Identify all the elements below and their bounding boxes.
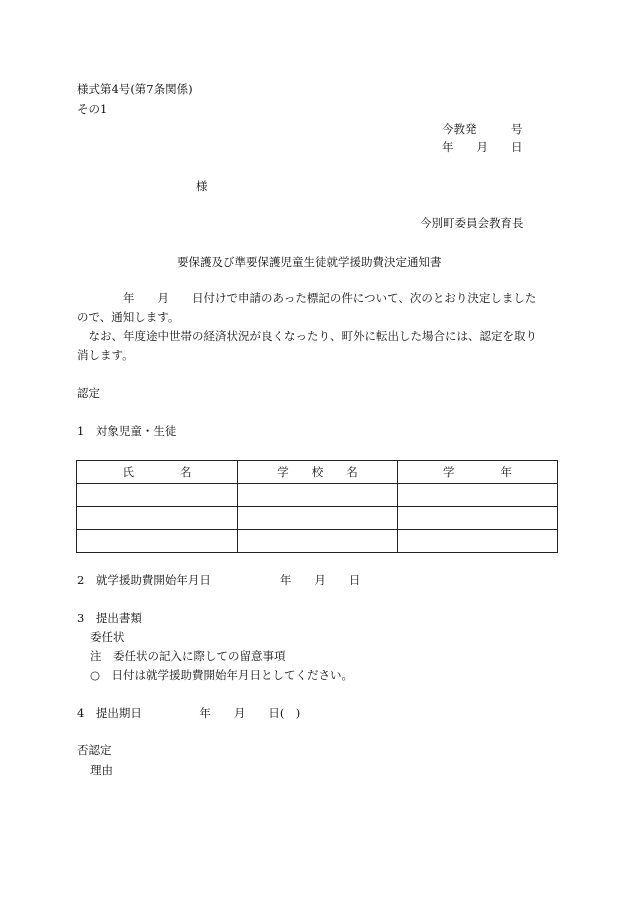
table-row bbox=[77, 507, 558, 530]
students-table bbox=[76, 460, 558, 553]
rejection-reason-label: 理由 bbox=[90, 763, 113, 777]
table-cell[interactable] bbox=[77, 507, 238, 530]
addressee: 様 bbox=[196, 179, 208, 193]
section-3-title: 3 提出書類 bbox=[77, 611, 142, 625]
table-cell[interactable] bbox=[238, 530, 398, 553]
column-header-school: 学 校 名 bbox=[238, 461, 398, 484]
column-header-grade: 学 年 bbox=[398, 461, 558, 484]
approval-heading: 認定 bbox=[77, 386, 100, 400]
body-paragraph-2-line-2: 消します。 bbox=[77, 348, 134, 362]
section-3-bullet: ○ 日付は就学援助費開始年月日としてください。 bbox=[90, 668, 354, 682]
table-cell[interactable] bbox=[398, 484, 558, 507]
table-cell[interactable] bbox=[77, 484, 238, 507]
body-paragraph-1-line-2: ので、通知します。 bbox=[77, 310, 180, 324]
section-3-note: 注 委任状の記入に際しての留意事項 bbox=[90, 649, 286, 663]
table-cell[interactable] bbox=[238, 484, 398, 507]
section-2-start-date: 2 就学援助費開始年月日 年 月 日 bbox=[77, 573, 361, 587]
table-header-row bbox=[77, 461, 558, 484]
sender: 今別町委員会教育長 bbox=[420, 216, 524, 230]
issue-date: 年 月 日 bbox=[442, 140, 523, 154]
body-paragraph-2-line-1: なお、年度途中世帯の経済状況が良くなったり、町外に転出した場合には、認定を取り bbox=[77, 329, 537, 343]
document-title: 要保護及び準要保護児童生徒就学援助費決定通知書 bbox=[177, 255, 442, 269]
section-1-title: 1 対象児童・生徒 bbox=[77, 424, 177, 438]
document-number: 今教発 号 bbox=[442, 122, 523, 136]
table-cell[interactable] bbox=[77, 530, 238, 553]
body-paragraph-1-line-1: 年 月 日付けで申請のあった標記の件について、次のとおり決定しました bbox=[77, 291, 537, 305]
table-cell[interactable] bbox=[398, 530, 558, 553]
section-3-item: 委任状 bbox=[90, 630, 125, 644]
sub-number: その1 bbox=[77, 102, 108, 116]
table-row bbox=[77, 484, 558, 507]
rejection-heading: 否認定 bbox=[77, 743, 112, 757]
column-header-name: 氏 名 bbox=[77, 461, 238, 484]
table-cell[interactable] bbox=[238, 507, 398, 530]
form-number: 様式第4号(第7条関係) bbox=[77, 82, 193, 96]
table-row bbox=[77, 530, 558, 553]
table-cell[interactable] bbox=[398, 507, 558, 530]
section-4-deadline: 4 提出期日 年 月 日( ) bbox=[77, 706, 301, 720]
